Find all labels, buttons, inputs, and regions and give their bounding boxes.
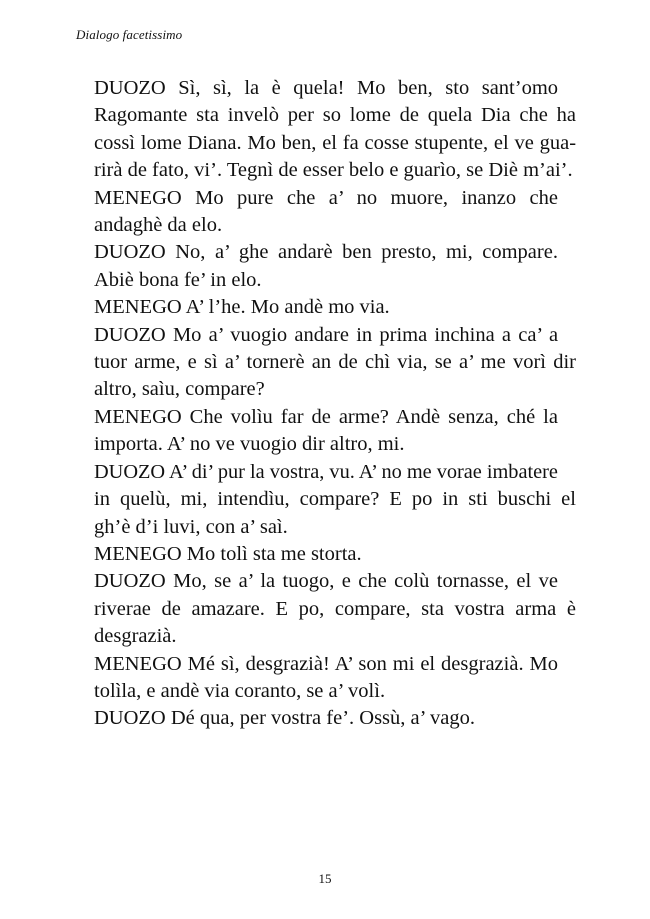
text-line: andaghè da elo. [94, 214, 223, 237]
paragraph [76, 541, 576, 568]
text-line: DUOZO A’ di’ pur la vostra, vu. A’ no me vorae imbatere [94, 460, 558, 483]
paragraph [76, 185, 576, 240]
paragraph [76, 404, 576, 459]
paragraph [76, 322, 576, 404]
text-line: MENEGO Mo pure che a’ no muore, inanzo che [94, 186, 559, 209]
text-line: tolìla, e andè via coranto, se a’ volì. [94, 679, 386, 702]
text-line: DUOZO Sì, sì, la è quela! Mo ben, sto sant’omo [94, 77, 559, 99]
running-head: Dialogo facetissimo [76, 27, 183, 42]
text-line: Ragomante sta invelò per so lome de quela Dia che ha [94, 104, 576, 127]
text-line: altro, saìu, compare? [94, 378, 265, 401]
text-line: Abiè bona fe’ in elo. [94, 268, 262, 291]
text-line: desgrazià. [94, 625, 177, 648]
paragraph [76, 651, 576, 706]
text-line: DUOZO Mo a’ vuogio andare in prima inchina a ca’ a [94, 323, 559, 346]
text-line: rirà de fato, vi’. Tegnì de esser belo e guarìo, se Diè m’ai’. [94, 159, 573, 182]
text-line: in quelù, mi, intendìu, compare? E po in sti buschi el [94, 488, 576, 511]
paragraph [76, 239, 576, 294]
paragraph [76, 294, 576, 321]
text-line: riverae de amazare. E po, compare, sta vostra arma è [94, 597, 576, 620]
text-line: DUOZO No, a’ ghe andarè ben presto, mi, compare. [94, 241, 558, 264]
text-line: MENEGO Mé sì, desgrazià! A’ son mi el desgrazià. Mo [94, 652, 558, 675]
text-line: DUOZO Dé qua, per vostra fe’. Ossù, a’ vago. [94, 707, 476, 730]
text-line: gh’è d’i luvi, con a’ saì. [94, 515, 288, 538]
text-line: MENEGO Mo tolì sta me storta. [94, 542, 362, 565]
paragraph [76, 75, 576, 185]
text-line: DUOZO Mo, se a’ la tuogo, e che colù tornasse, el ve [94, 570, 558, 593]
paragraph [76, 705, 576, 732]
paragraph [76, 459, 576, 541]
dialogue-text [76, 75, 576, 733]
text-line: importa. A’ no ve vuogio dir altro, mi. [94, 433, 405, 456]
paragraph [76, 568, 576, 650]
text-line: cossì lome Diana. Mo ben, el fa cosse stupente, el ve gua- [94, 131, 577, 154]
text-line: tuor arme, e sì a’ tornerè an de chì via, se a’ me vorì dir [94, 351, 577, 374]
text-line: MENEGO A’ l’he. Mo andè mo via. [94, 296, 390, 319]
text-line: MENEGO Che volìu far de arme? Andè senza, ché la [94, 405, 558, 428]
page-number: 15 [318, 871, 332, 886]
